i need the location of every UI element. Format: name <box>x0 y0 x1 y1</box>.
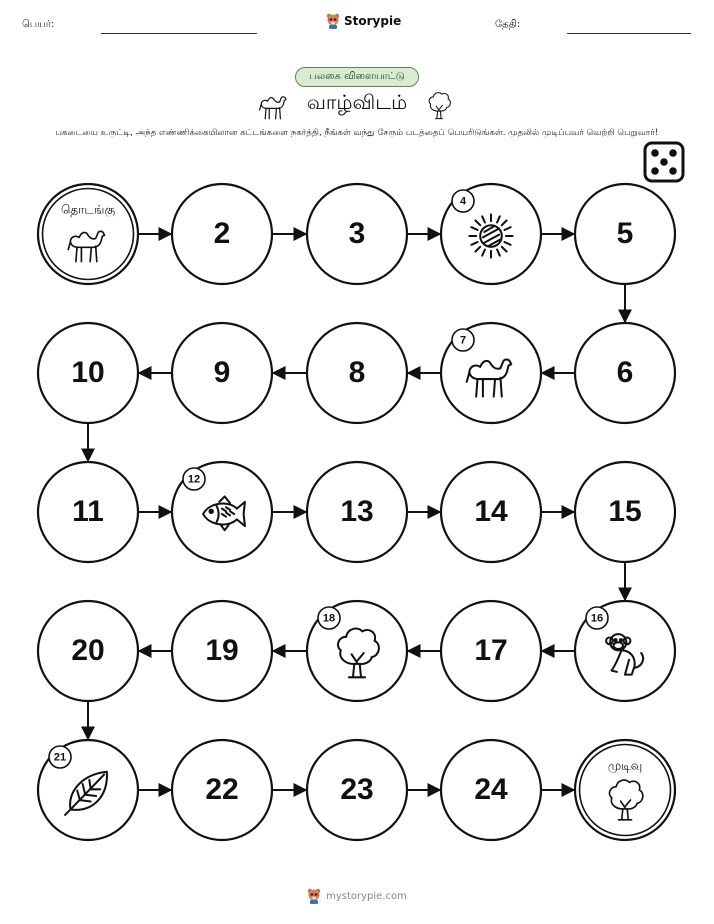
space-circle <box>575 740 675 840</box>
start-label: தொடங்கு <box>60 202 116 217</box>
space-21[interactable] <box>38 740 138 840</box>
space-number: 16 <box>590 612 604 625</box>
space-9[interactable] <box>172 323 272 423</box>
name-label: பெயர்: <box>22 19 55 30</box>
space-24[interactable] <box>441 740 541 840</box>
space-number: 20 <box>71 633 105 667</box>
space-25[interactable] <box>575 740 675 840</box>
space-number: 19 <box>205 633 239 667</box>
space-number: 9 <box>213 355 231 389</box>
space-number: 7 <box>459 334 467 347</box>
space-number: 22 <box>205 772 239 806</box>
space-6[interactable] <box>575 323 675 423</box>
space-10[interactable] <box>38 323 138 423</box>
space-number: 17 <box>474 633 508 667</box>
date-label: தேதி: <box>495 19 521 30</box>
space-number: 5 <box>616 216 634 250</box>
space-number: 24 <box>474 772 508 806</box>
space-16[interactable] <box>575 601 675 701</box>
bear-mascot-icon <box>307 888 321 904</box>
space-12[interactable] <box>172 462 272 562</box>
space-number: 8 <box>348 355 366 389</box>
space-5[interactable] <box>575 184 675 284</box>
space-number: 12 <box>187 473 201 486</box>
footer-site: mystorypie.com <box>326 890 407 902</box>
space-number: 11 <box>72 494 104 528</box>
space-number: 23 <box>340 772 374 806</box>
space-15[interactable] <box>575 462 675 562</box>
space-13[interactable] <box>307 462 407 562</box>
space-4[interactable] <box>441 184 541 284</box>
game-tag: பலகை விளையாட்டு <box>295 67 419 87</box>
footer <box>0 888 714 904</box>
space-number: 18 <box>322 612 336 625</box>
space-11[interactable] <box>38 462 138 562</box>
space-number: 13 <box>340 494 374 528</box>
space-number: 2 <box>213 216 231 250</box>
space-18[interactable] <box>307 601 407 701</box>
finish-label: முடிவு <box>607 758 643 773</box>
space-number: 6 <box>616 355 634 389</box>
space-number: 21 <box>53 751 67 764</box>
space-7[interactable] <box>441 323 541 423</box>
space-22[interactable] <box>172 740 272 840</box>
space-8[interactable] <box>307 323 407 423</box>
space-number: 10 <box>71 355 105 389</box>
space-number: 14 <box>474 494 508 528</box>
brand-name: Storypie <box>344 14 402 28</box>
space-20[interactable] <box>38 601 138 701</box>
space-3[interactable] <box>307 184 407 284</box>
space-1[interactable] <box>38 184 138 284</box>
game-title: வாழ்விடம் <box>306 90 408 114</box>
space-17[interactable] <box>441 601 541 701</box>
space-2[interactable] <box>172 184 272 284</box>
board-spaces <box>38 184 675 840</box>
space-number: 3 <box>348 216 366 250</box>
instructions: பகடையை உருட்டி, அந்த எண்ணிக்கையிலான கட்டங்களை நகர்த்தி, நீங்கள் வந்து சேரும் படத்தைப் பெயரிடுங்கள். முதலில் முடிப்பவர் வெற்றி பெறுவார்! <box>55 128 659 138</box>
space-number: 15 <box>608 494 642 528</box>
space-23[interactable] <box>307 740 407 840</box>
space-14[interactable] <box>441 462 541 562</box>
space-number: 4 <box>459 195 467 208</box>
space-19[interactable] <box>172 601 272 701</box>
